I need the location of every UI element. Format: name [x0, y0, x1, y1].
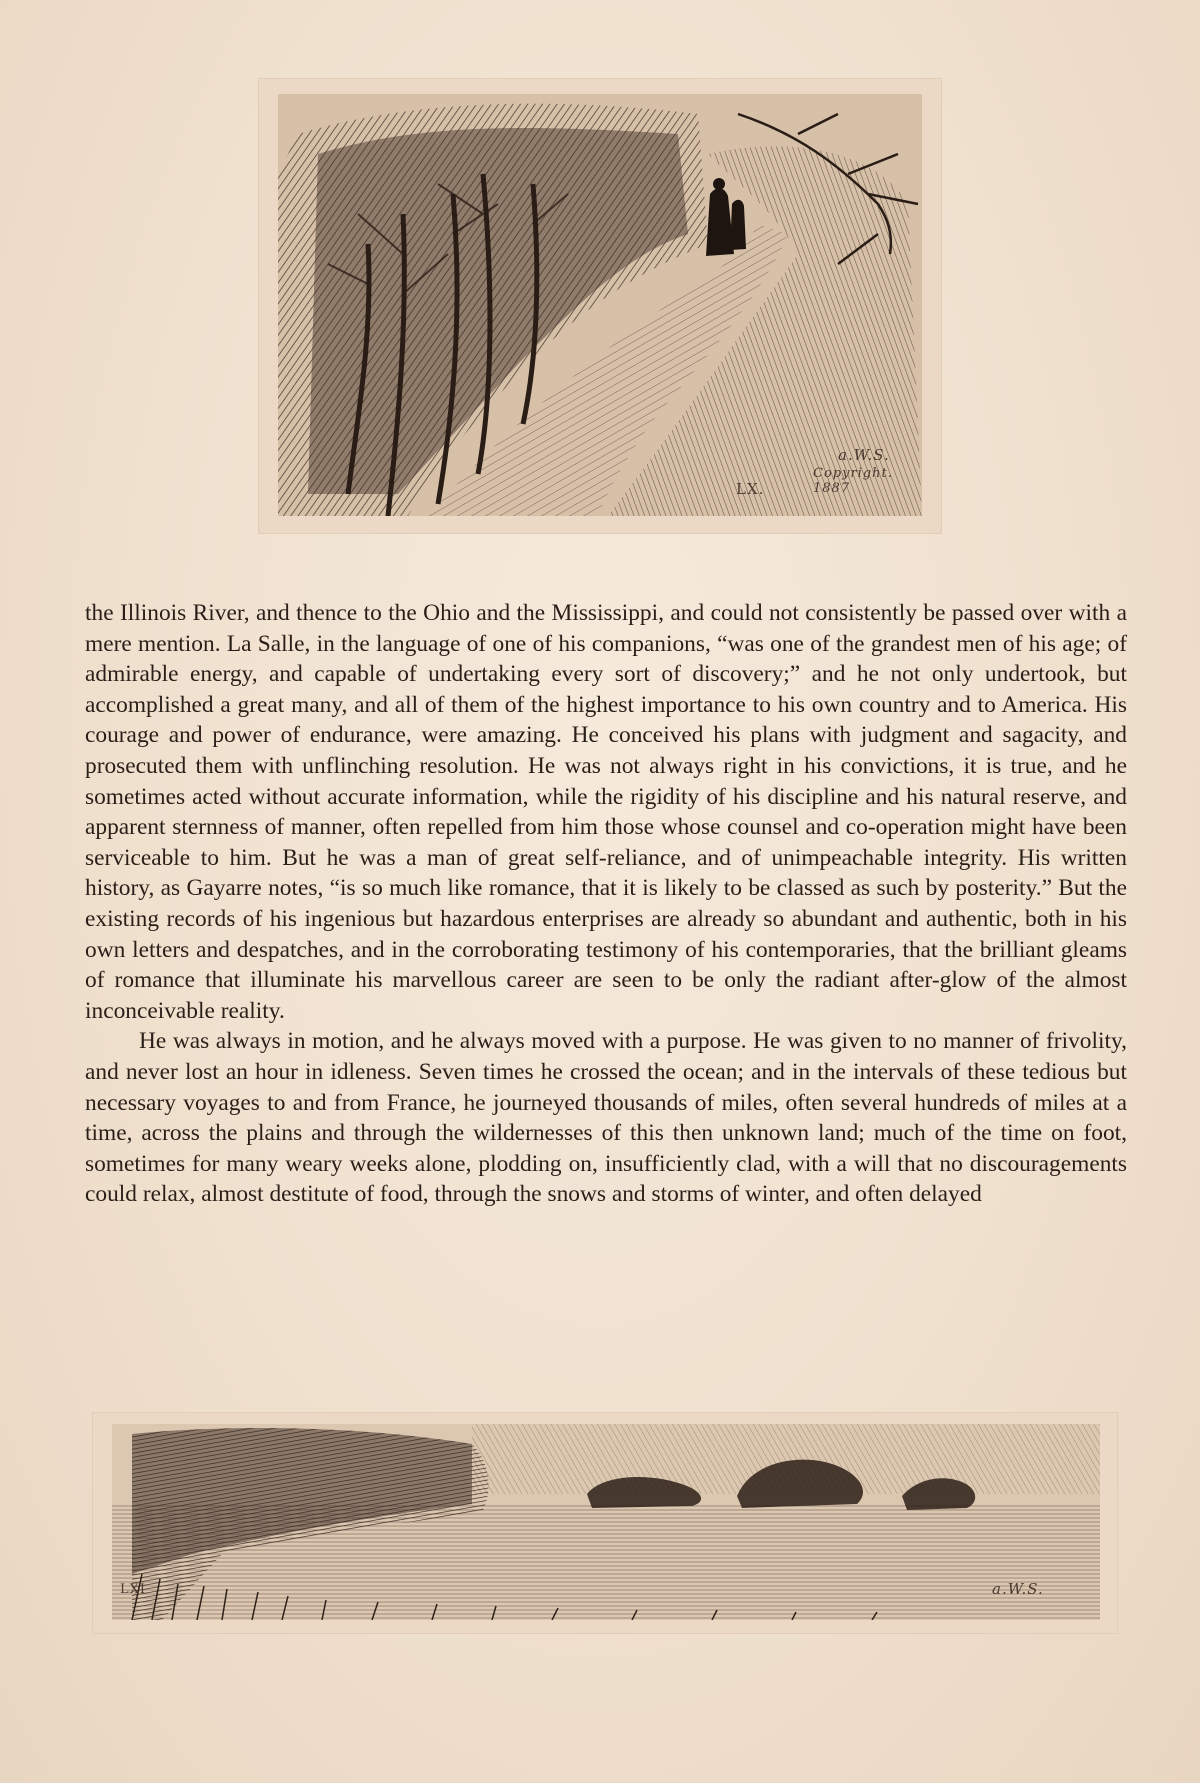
copyright-note: Copyright. 1887: [813, 466, 893, 496]
plate-number-top: LX.: [736, 480, 765, 498]
top-etching: [278, 94, 922, 516]
body-text: [85, 598, 1127, 1210]
plate-number-bottom: LXI: [120, 1582, 147, 1597]
artist-signature-bottom: a.W.S.: [992, 1580, 1044, 1598]
paragraph-1: the Illinois River, and thence to the Ohio and the Mississippi, and could not consistently be passed over with a mere mention. La Salle, in the language of one of his companions, “was one of the grandest men of his age; of admirable energy, and capable of undertaking every sort of discovery;” and he not only undertook, but accomplished a great many, and all of them of the highest importance to his own country and to America. His courage and power of endurance, were amazing. He conceived his plans with judgment and sagacity, and prosecuted them with unflinching resolution. He was not always right in his convictions, it is true, and he sometimes acted without accurate information, while the rigidity of his discipline and his natural reserve, and apparent sternness of manner, often repelled from him those whose counsel and co-operation might have been serviceable to him. But he was a man of great self-reliance, and of unimpeachable integrity. His written history, as Gayarre notes, “is so much like romance, that it is likely to be classed as such by posterity.” But the existing records of his ingenious but hazardous enterprises are already so abundant and authentic, both in his own letters and despatches, and in the corroborating testimony of his contemporaries, that the brilliant gleams of romance that illuminate his marvellous career are seen to be only the radiant after-glow of the almost inconceivable reality.: [85, 600, 1127, 1024]
forest-path-illustration: [278, 94, 922, 516]
artist-signature-top: a.W.S.: [838, 446, 890, 464]
river-islands-illustration: [112, 1424, 1100, 1620]
paragraph-2: He was always in motion, and he always moved with a purpose. He was given to no manner of frivolity, and never lost an hour in idleness. Seven times he crossed the ocean; and in the intervals of these tedious but necessary voyages to and from France, he journeyed thousands of miles, often several hundreds of miles at a time, across the plains and through the wildernesses of this then unknown land; much of the time on foot, sometimes for many weary weeks alone, plodding on, insufficiently clad, with a will that no discouragements could relax, almost destitute of food, through the snows and storms of winter, and often delayed: [85, 1028, 1127, 1208]
bottom-etching: [112, 1424, 1100, 1620]
